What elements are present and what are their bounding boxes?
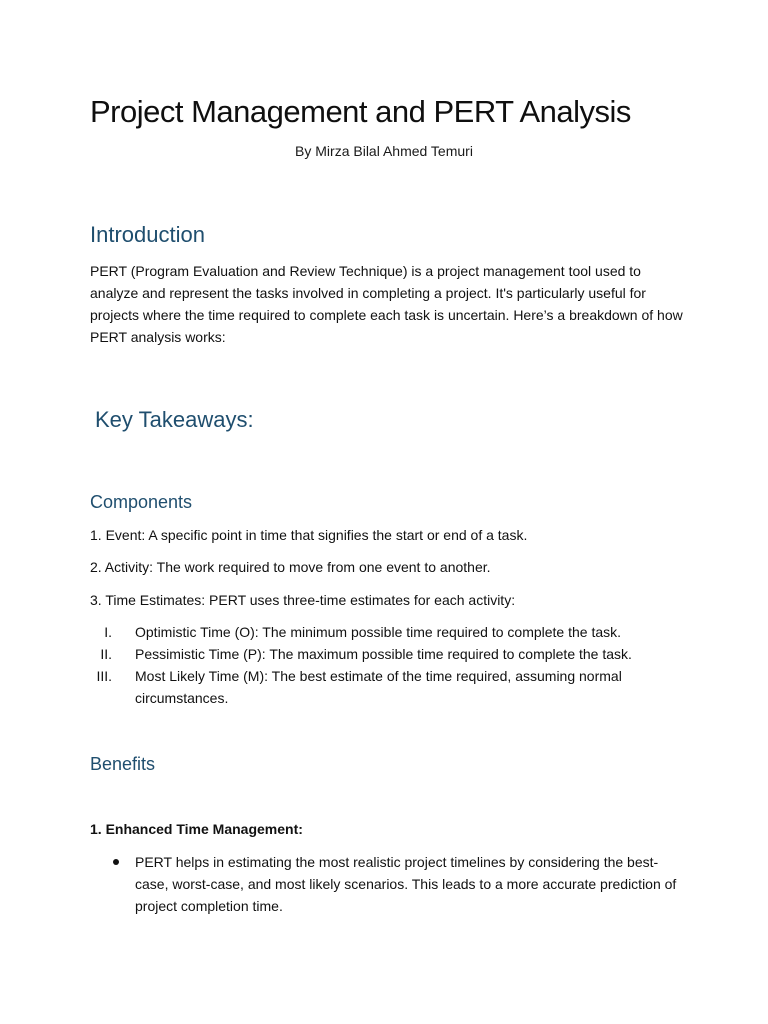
list-item (90, 851, 690, 917)
introduction-paragraph: PERT (Program Evaluation and Review Technique) is a project management tool used to analyze and represent the tasks involved in completing a project. It's particularly useful for projects where the time required to complete each task is uncertain. Here’s a breakdown of how PERT analysis works: (90, 263, 683, 345)
document-title: Project Management and PERT Analysis (90, 94, 631, 129)
list-item-text: Pessimistic Time (P): The maximum possible time required to complete the task. (135, 646, 632, 662)
introduction-heading: Introduction (90, 222, 205, 247)
benefit-time-management-heading: 1. Enhanced Time Management: (90, 821, 303, 837)
list-number: I. (104, 624, 112, 640)
list-item-text: Most Likely Time (M): The best estimate of the time required, assuming normal circumstances. (135, 668, 622, 706)
list-item-text: PERT helps in estimating the most realistic project timelines by considering the best-case, worst-case, and most likely scenarios. This leads to a more accurate prediction of project completion time. (135, 854, 677, 914)
list-item-optimistic (90, 621, 690, 643)
bullet-icon (113, 859, 119, 865)
components-heading: Components (90, 492, 193, 512)
list-item-text: Optimistic Time (O): The minimum possible time required to complete the task. (135, 624, 622, 640)
key-takeaways-heading: Key Takeaways: (95, 407, 254, 432)
author-byline: By Mirza Bilal Ahmed Temuri (295, 143, 473, 159)
time-estimates-list (90, 621, 690, 709)
component-activity: 2. Activity: The work required to move from one event to another. (90, 559, 491, 575)
list-number: II. (100, 646, 112, 662)
component-time-estimates: 3. Time Estimates: PERT uses three-time estimates for each activity: (90, 592, 516, 608)
list-item-most-likely (90, 665, 690, 709)
benefit-bullet-list (90, 851, 690, 917)
benefits-heading: Benefits (90, 754, 156, 774)
component-event: 1. Event: A specific point in time that signifies the start or end of a task. (90, 527, 528, 543)
list-item-pessimistic (90, 643, 690, 665)
list-number: III. (96, 668, 112, 684)
